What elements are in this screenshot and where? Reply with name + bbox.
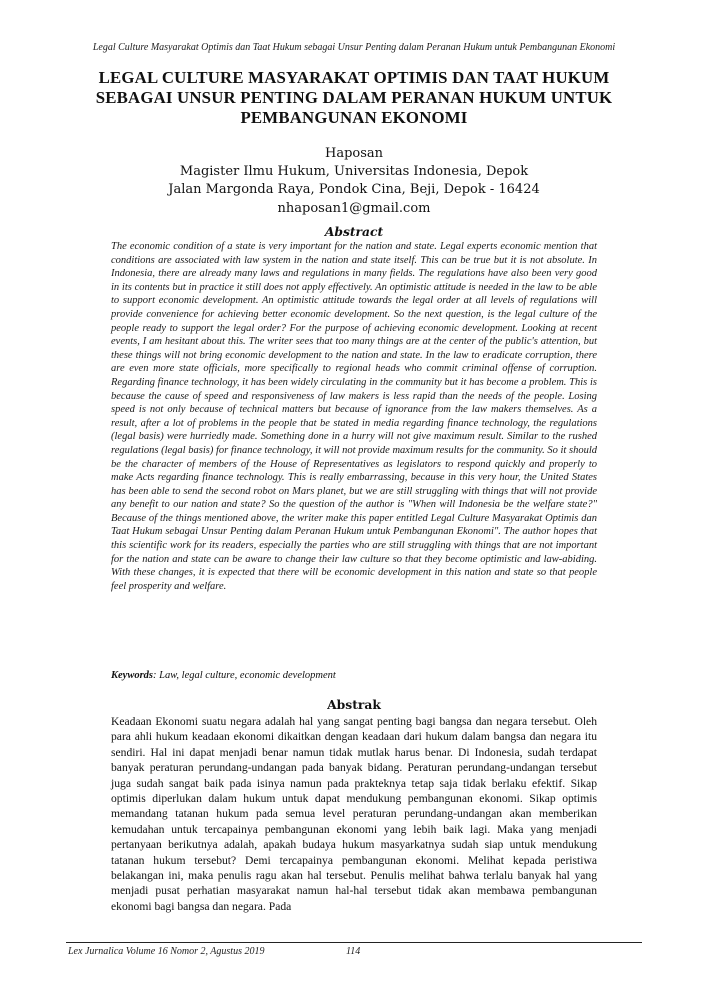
paper-title — [70, 68, 638, 128]
keywords — [111, 669, 597, 682]
title-line-2: SEBAGAI UNSUR PENTING DALAM PERANAN HUKUM UNTUK — [95, 88, 613, 107]
abstrak-heading: Abstrak — [327, 697, 381, 712]
title-line-3: PEMBANGUNAN EKONOMI — [240, 108, 468, 127]
author-address: Jalan Margonda Raya, Pondok Cina, Beji, Depok - 16424 — [168, 182, 540, 198]
abstract-english-text: The economic condition of a state is very important for the nation and state. Legal experts economic mention that conditions are associated with law system in the nation and state itself. This can be true but it is not absolute. In Indonesia, there are already many laws and regulations in many fields. The regulations have also been very good in its contents but in practice it still does not apply effectively. An optimistic attitude is needed in the law to be able to support economic development. An optimistic attitude towards the legal order at all levels of regulations will provide convenience for achieving better economic development. So the next question, is the legal culture of the people ready to support the legal order? For the purpose of achieving economic development. Looking at recent events, I am hesitant about this. The writer sees that too many things are at the center of the public's attention, but these things will not bring economic development to the nation and state. In the law to eradicate corruption, there are even more state officials, more specifically to regional heads who commit criminal offense of corruption. Regarding finance technology, it has been widely circulating in the community but it has become a problem. This is because the cause of speed and responsiveness of law makers is less rapid than the needs of the people. Losing speed is not only because of technical matters but because of ignorance from the law makers themselves. As a result, after a lot of problems in the people that be stated in media regarding finance technology, the regulations (legal basis) were hurriedly made. Something done in a hurry will not give maximum result. Similar to the rushed regulations (legal basis) for finance technology, it will not provide maximum results for the community. So it should be the character of members of the House of Representatives as legislators to respond quickly and properly to make Acts regarding finance technology. This is really embarrassing, because in this very hour, the United States has been able to send the second robot on Mars planet, but we are still struggling with things that will not provide any benefit to our nation and state? So the question of the author is "When will Indonesia be the welfare state?" Because of the things mentioned above, the writer make this paper entitled Legal Culture Masyarakat Optimis dan Taat Hukum sebagai Unsur Penting dalam Peranan Hukum untuk Pembangunan Ekonomi". The author hopes that this scientific work for its readers, especially the parties who are still struggling with things that are not important for the nation and state can be aware to change their law culture so that they become optimistic and law-abiding. With these changes, it is expected that there will be economic development in this nation and state so that people feel prosperity and welfare. — [111, 241, 597, 592]
author-block — [100, 145, 608, 218]
author-affiliation: Magister Ilmu Hukum, Universitas Indonesia, Depok — [179, 164, 529, 180]
author-email: nhaposan1@gmail.com — [277, 200, 431, 216]
keywords-label: Keywords — [111, 670, 153, 681]
title-line-1: LEGAL CULTURE MASYARAKAT OPTIMIS DAN TAAT HUKUM — [98, 68, 610, 87]
author-name: Haposan — [324, 146, 384, 161]
footer-journal-info: Lex Jurnalica Volume 16 Nomor 2, Agustus 2019 — [68, 946, 265, 957]
page-number: 114 — [346, 946, 361, 957]
abstract-heading: Abstract — [324, 224, 384, 239]
abstrak-indonesian-text: Keadaan Ekonomi suatu negara adalah hal yang sangat penting bagi bangsa dan negara tersebut. Oleh para ahli hukum keadaan ekonomi dikaitkan dengan keadaan dari hukum dalam bangsa dan negara itu sendiri. Hal ini dapat menjadi benar namun tidak mutlak harus benar. Di Indonesia, sudah terdapat banyak peraturan perundang-undangan pada banyak bidang. Peraturan perundang-undangan tersebut juga sudah sangat baik pada isinya namun pada prakteknya tetap saja tidak berlaku efektif. Sikap optimis diperlukan dalam hukum untuk dapat mendukung pembangunan ekonomi. Sikap optimis memandang tatanan hukum pada semua level peraturan perundang-undangan akan memberikan kemudahan untuk tercapainya pembangunan ekonomi yang lebih baik lagi. Maka yang menjadi pertanyaan berikutnya adalah, apakah budaya hukum masyarkatnya sudah siap untuk mendukung tatanan hukum tersebut? Demi tercapainya pembangunan ekonomi. Melihat kepada peristiwa belakangan ini, maka penulis ragu akan hal tersebut. Penulis melihat bahwa terlalu banyak hal yang menjadi pusat perhatian masyarakat namun hal-hal tersebut tidak akan membawa pembangunan ekonomi bagi bangsa dan negara. Pada — [111, 715, 597, 913]
keywords-text: : Law, legal culture, economic development — [153, 670, 336, 681]
running-header: Legal Culture Masyarakat Optimis dan Taat Hukum sebagai Unsur Penting dalam Peranan Hukum untuk Pembangunan Ekonomi — [92, 42, 616, 53]
footer-divider — [66, 942, 642, 943]
